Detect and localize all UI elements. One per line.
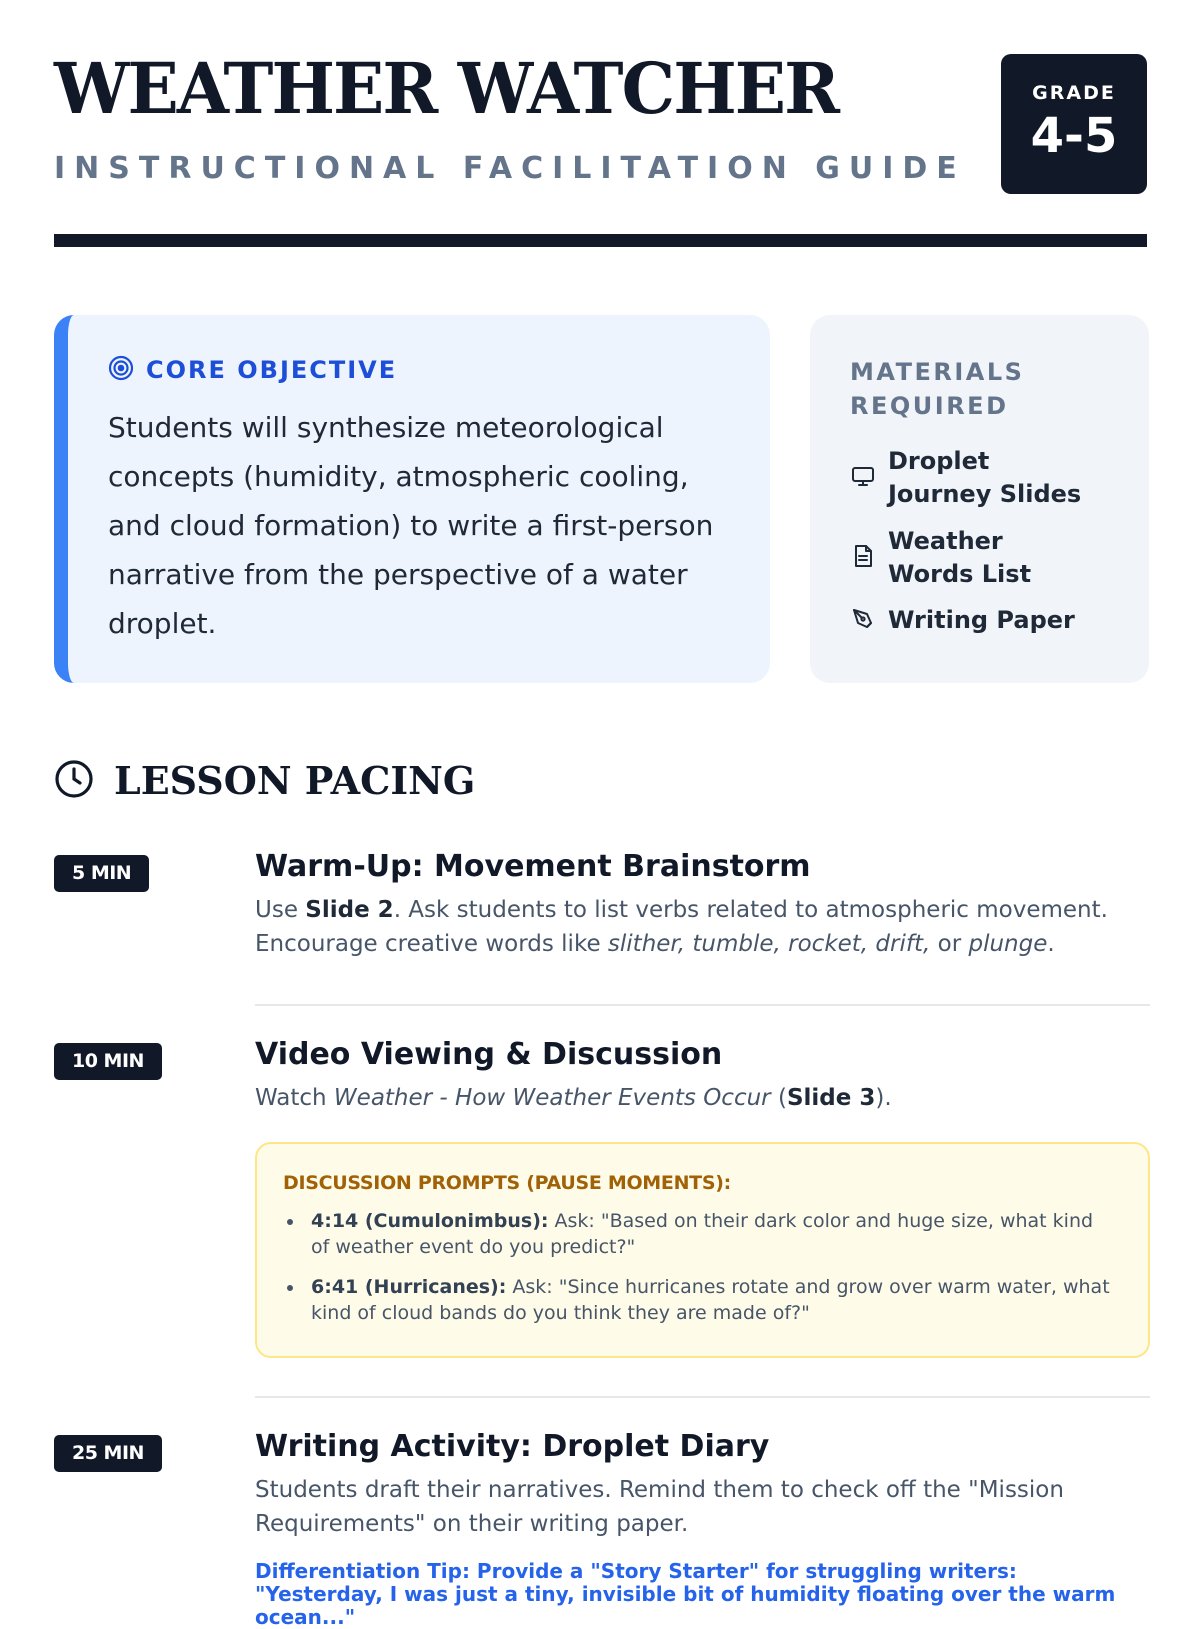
step-description: Watch Weather - How Weather Events Occur (Slide 3). bbox=[255, 1085, 892, 1111]
step-title: Warm-Up: Movement Brainstorm bbox=[255, 849, 811, 884]
time-badge: 10 MIN bbox=[54, 1043, 162, 1080]
slide-reference: Slide 3 bbox=[786, 1085, 876, 1111]
material-item bbox=[850, 525, 1088, 591]
step-description: Use Slide 2. Ask students to list verbs related to atmospheric movement. Encourage creative words like slither, tumble, rocket, drift, or plunge. bbox=[255, 897, 1108, 957]
core-objective-card bbox=[54, 315, 770, 683]
clock-icon bbox=[54, 759, 94, 803]
page-subtitle: INSTRUCTIONAL FACILITATION GUIDE bbox=[54, 151, 966, 186]
pacing-step bbox=[255, 1035, 1150, 1115]
material-item bbox=[850, 604, 1075, 637]
step-description: Students draft their narratives. Remind them to check off the "Mission Requirements" on their writing paper. bbox=[255, 1477, 1064, 1537]
page-title: WEATHER WATCHER bbox=[54, 47, 839, 130]
example-word: plunge bbox=[968, 931, 1048, 957]
material-item bbox=[850, 445, 1098, 511]
step-divider bbox=[255, 1396, 1150, 1398]
time-badge: 5 MIN bbox=[54, 855, 149, 892]
time-badge: 25 MIN bbox=[54, 1435, 162, 1472]
document-icon bbox=[850, 543, 876, 573]
slide-reference: Slide 2 bbox=[305, 897, 394, 923]
discussion-prompt: 4:14 (Cumulonimbus): Ask: "Based on their dark color and huge size, what kind of weather event do you predict?" bbox=[311, 1208, 1111, 1260]
core-objective-header bbox=[108, 355, 397, 385]
page-header bbox=[54, 47, 1147, 248]
discussion-prompts-title: DISCUSSION PROMPTS (PAUSE MOMENTS): bbox=[283, 1172, 731, 1194]
discussion-prompt: 6:41 (Hurricanes): Ask: "Since hurricanes rotate and grow over warm water, what kind of cloud bands do you think they are made of?" bbox=[311, 1276, 1110, 1324]
pen-icon bbox=[850, 606, 876, 636]
pacing-step bbox=[255, 847, 1150, 961]
header-divider bbox=[54, 234, 1147, 247]
differentiation-tip: Differentiation Tip: Provide a "Story Starter" for struggling writers: "Yesterday, I was just a tiny, invisible bit of humidity floating over the warm ocean..." bbox=[255, 1559, 1116, 1629]
pacing-step bbox=[255, 1427, 1150, 1541]
lesson-pacing-header bbox=[54, 758, 475, 803]
example-words: slither, tumble, rocket, drift, bbox=[607, 931, 931, 957]
step-divider bbox=[255, 1004, 1150, 1006]
monitor-icon bbox=[850, 463, 876, 493]
materials-card bbox=[810, 315, 1149, 683]
core-objective-text: Students will synthesize meteorological concepts (humidity, atmospheric cooling, and cloud formation) to write a first-person narrative from the perspective of a water droplet. bbox=[108, 411, 714, 640]
target-icon bbox=[108, 355, 134, 385]
core-objective-title: CORE OBJECTIVE bbox=[146, 356, 398, 384]
discussion-prompts-box bbox=[255, 1142, 1150, 1358]
grade-badge bbox=[1001, 54, 1147, 194]
material-label: Droplet Journey Slides bbox=[888, 447, 1082, 508]
materials-title: MATERIALS REQUIRED bbox=[850, 358, 1025, 420]
video-title: Weather - How Weather Events Occur bbox=[333, 1085, 771, 1111]
material-label: Writing Paper bbox=[888, 606, 1075, 634]
step-title: Writing Activity: Droplet Diary bbox=[255, 1429, 770, 1464]
material-label: Weather Words List bbox=[888, 527, 1032, 588]
step-title: Video Viewing & Discussion bbox=[255, 1037, 723, 1072]
lesson-pacing-title: LESSON PACING bbox=[114, 758, 476, 803]
grade-label: GRADE bbox=[1032, 82, 1116, 104]
grade-value: 4-5 bbox=[1030, 108, 1118, 164]
